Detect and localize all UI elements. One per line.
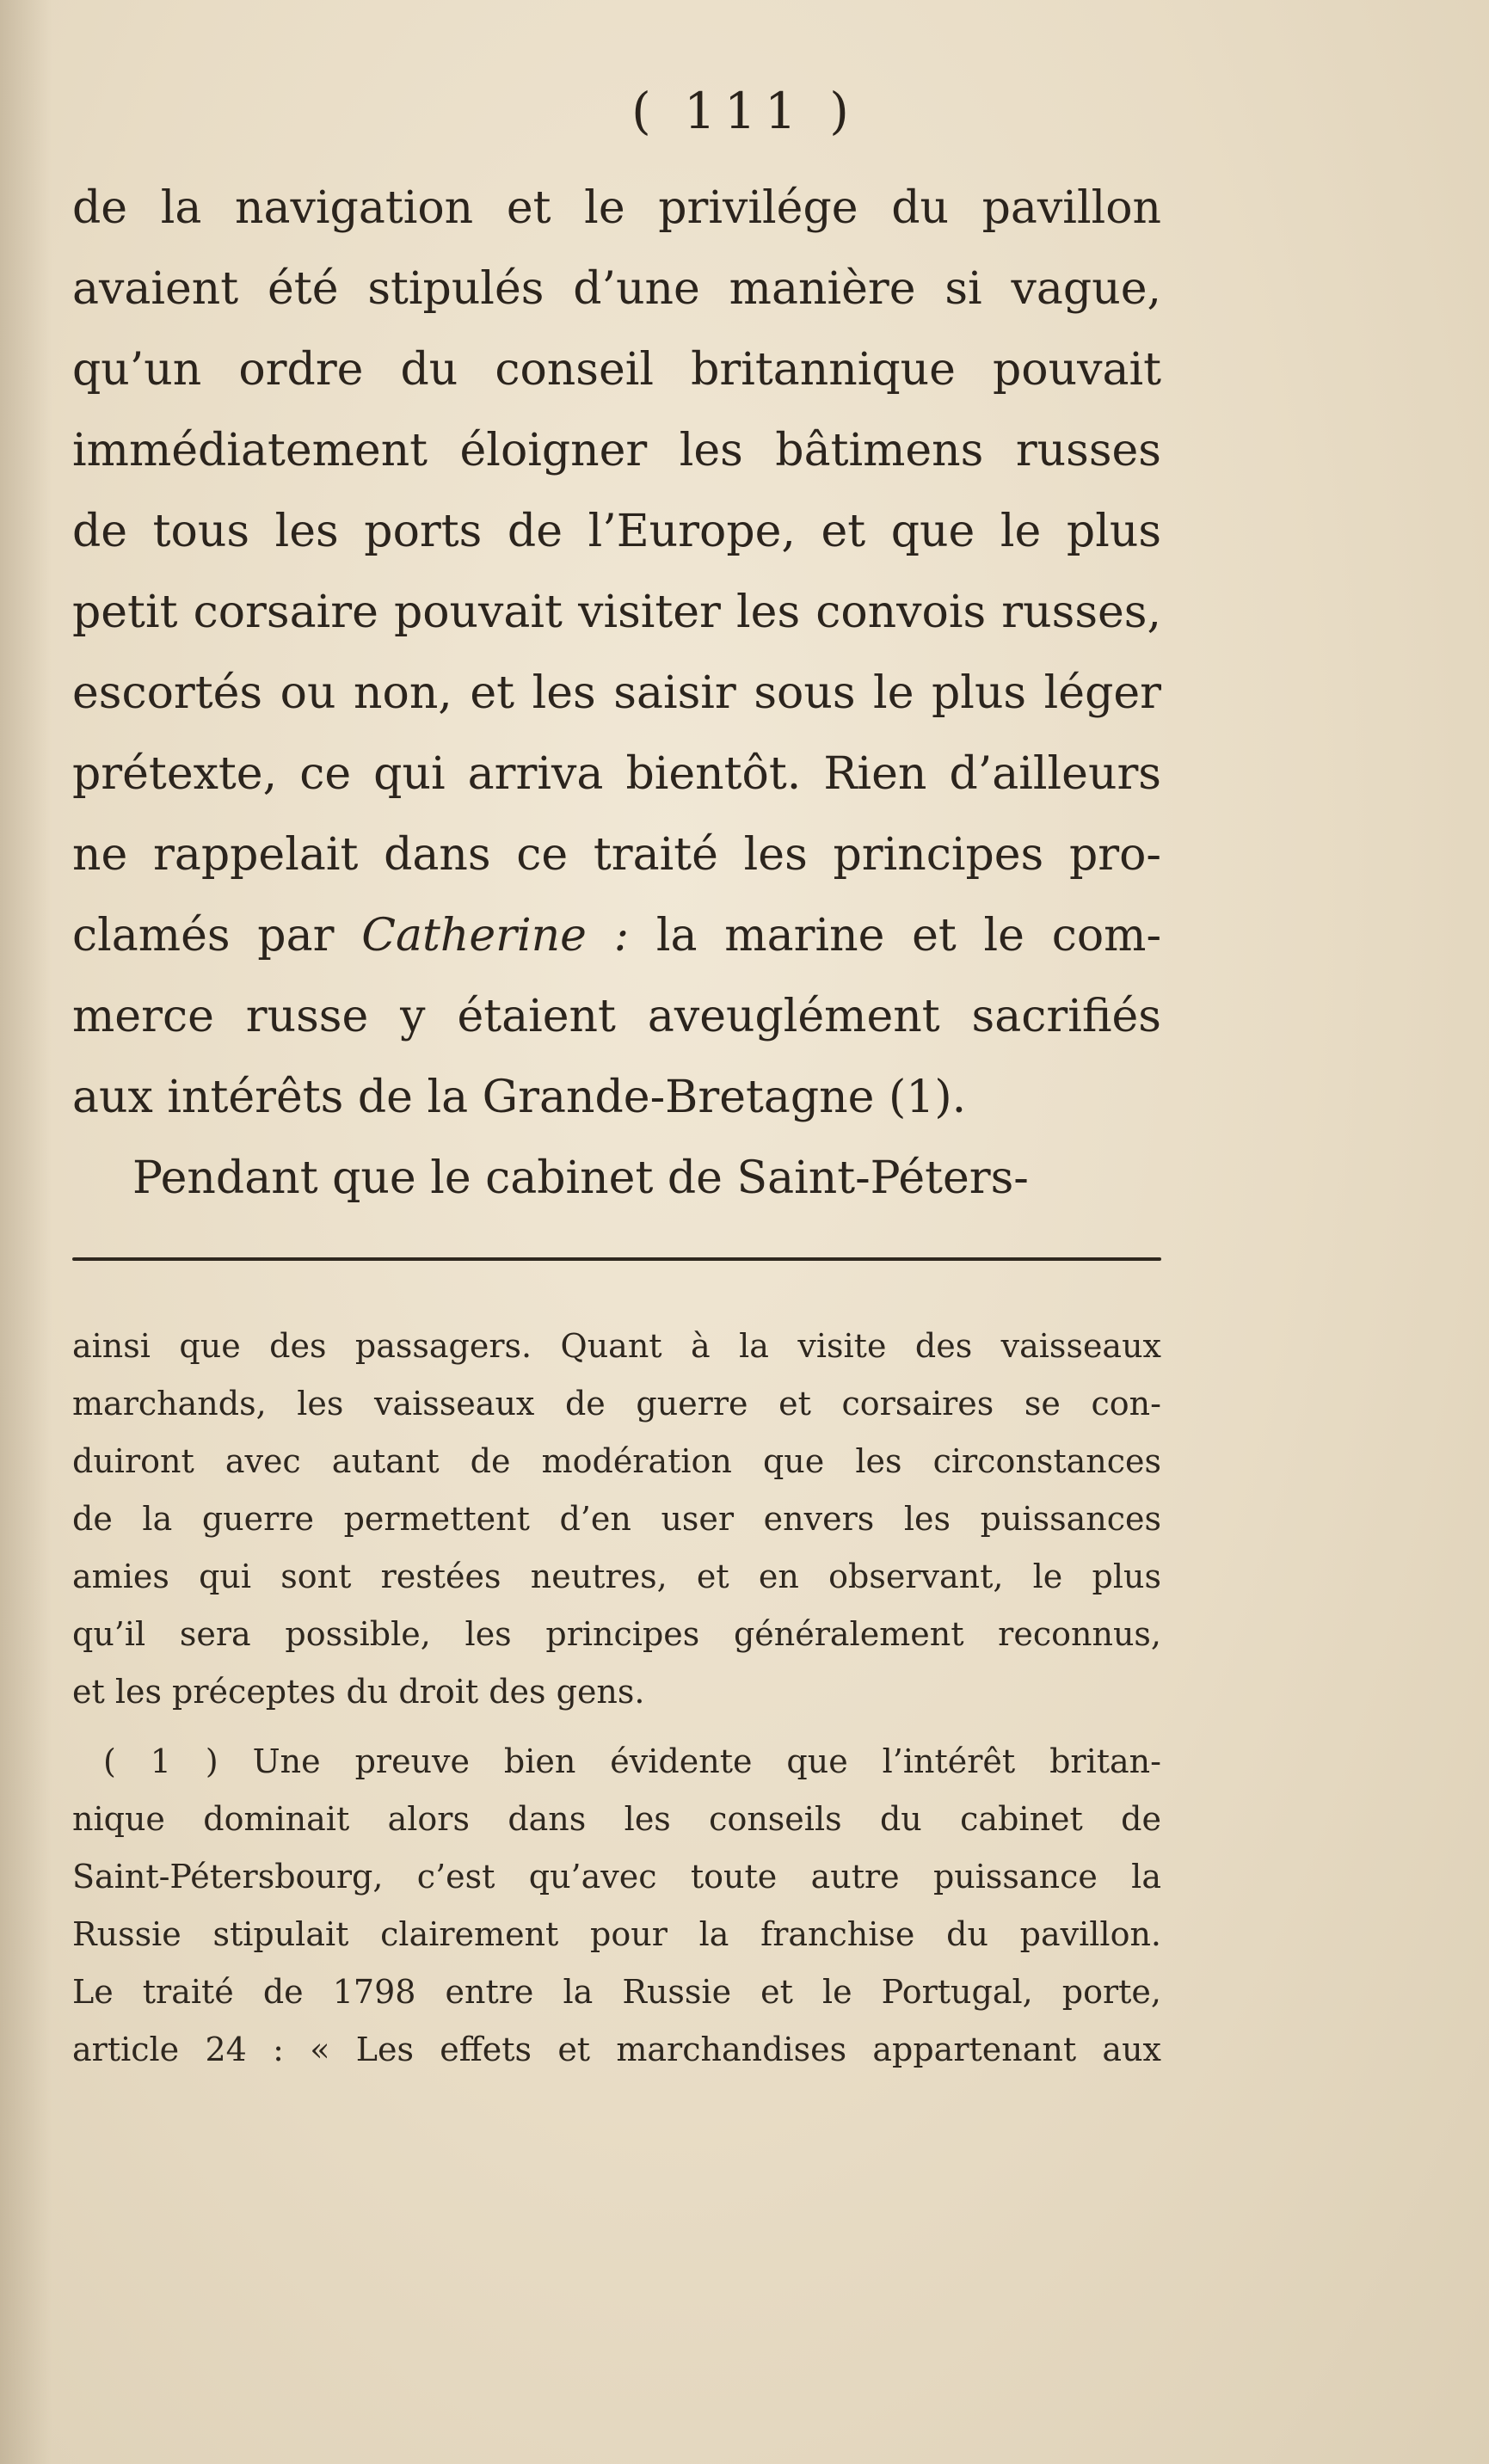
footnote-1-line: article 24 : « Les effets et marchandises appartenant aux [72, 2031, 1161, 2068]
footnote-line: qu’il sera possible, les principes généralement reconnus, [72, 1615, 1161, 1653]
footnote-line: amies qui sont restées neutres, et en observant, le plus [72, 1558, 1161, 1595]
text-line-with-italic [72, 895, 1161, 976]
text-line: escortés ou non, et les saisir sous le plus léger [72, 667, 1161, 719]
text-line: merce russe y étaient aveuglément sacrifiés [72, 991, 1161, 1042]
text-segment: clamés par [72, 910, 362, 962]
footnote-line: de la guerre permettent d’en user envers les puissances [72, 1500, 1161, 1538]
text-line: de la navigation et le privilége du pavillon [72, 182, 1161, 234]
footnote-1-line: Saint-Pétersbourg, c’est qu’avec toute autre puissance la [72, 1858, 1161, 1896]
footnote-1-line: nique dominait alors dans les conseils du cabinet de [72, 1800, 1161, 1838]
footnotes [72, 1318, 1161, 2079]
italic-name-catherine: Catherine : [361, 910, 630, 962]
footnote-gap [72, 1721, 1161, 1733]
paragraph-start-line: Pendant que le cabinet de Saint-Péters- [132, 1152, 1029, 1204]
text-line: qu’un ordre du conseil britannique pouvait [72, 344, 1161, 396]
footnote-line: et les préceptes du droit des gens. [72, 1673, 645, 1711]
footnote-1-line: Russie stipulait clairement pour la franchise du pavillon. [72, 1915, 1161, 1953]
text-line: ne rappelait dans ce traité les principes pro- [72, 829, 1161, 881]
text-line: petit corsaire pouvait visiter les convois russes, [72, 587, 1161, 638]
text-line: de tous les ports de l’Europe, et que le plus [72, 506, 1161, 557]
text-segment: la marine et le com- [629, 910, 1162, 962]
paragraph-end-line: aux intérêts de la Grande-Bretagne (1). [72, 1072, 967, 1123]
footnote-1-line: ( 1 ) Une preuve bien évidente que l’intérêt britan- [103, 1742, 1161, 1780]
footnote-line: ainsi que des passagers. Quant à la visite des vaisseaux [72, 1327, 1161, 1365]
footnote-line: duiront avec autant de modération que les circonstances [72, 1442, 1161, 1480]
footnote-separator-rule [72, 1257, 1161, 1261]
page-number: ( 111 ) [631, 82, 858, 140]
text-line: avaient été stipulés d’une manière si vague, [72, 263, 1161, 315]
footnote-1-line: Le traité de 1798 entre la Russie et le Portugal, porte, [72, 1973, 1161, 2011]
text-line: immédiatement éloigner les bâtimens russes [72, 425, 1161, 476]
footnote-line: marchands, les vaisseaux de guerre et corsaires se con- [72, 1385, 1161, 1422]
text-line: prétexte, ce qui arriva bientôt. Rien d’ailleurs [72, 748, 1161, 800]
main-text [72, 168, 1161, 1219]
